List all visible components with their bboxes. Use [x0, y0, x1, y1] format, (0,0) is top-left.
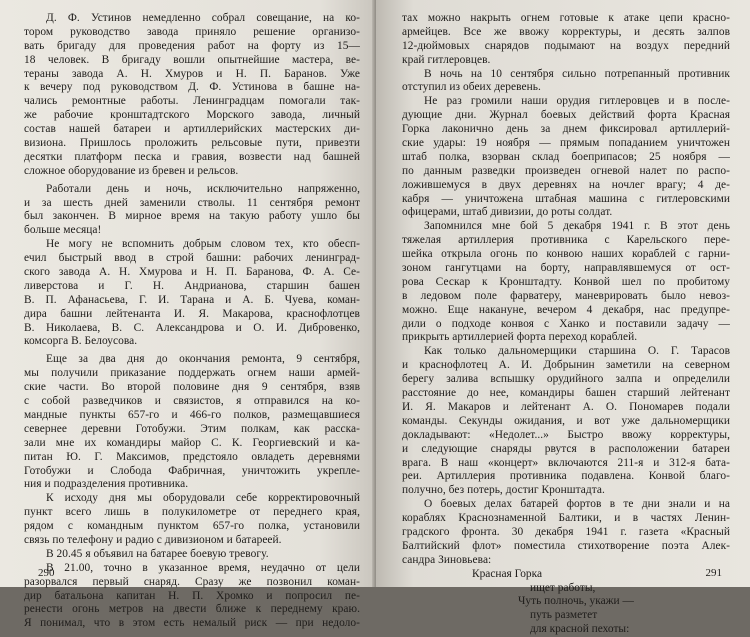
text-line: по данным разведки произведен огневой налет по распо- — [402, 164, 730, 177]
text-line: команды. Секунды ожидания, и вот уже дальномерщики — [402, 414, 730, 427]
text-line: докладывают: «Недолет...» Быстро ввожу корректуры, — [402, 428, 730, 441]
poem-line: путь разметет — [530, 609, 598, 622]
text-line: О боевых делах батарей фортов в те дни знали и на — [424, 498, 730, 511]
poem-line: Чуть полночь, укажи — — [518, 595, 634, 608]
text-line: В. Николаева, В. С. Александрова и О. И. Дибровенко, — [24, 321, 360, 334]
text-line: В. П. Афанасьева, Г. И. Тарана и А. Б. Чуева, коман- — [24, 293, 360, 306]
text-line: Не могу не вспомнить добрым словом тех, кто обесп- — [46, 238, 360, 251]
text-line: ния и подразделения противника. — [24, 478, 189, 491]
text-line: ливерстова и Г. Н. Андрианова, старшин башен — [24, 279, 360, 292]
text-line: ские части. Во второй половине дня 9 сентября, взяв — [24, 381, 360, 394]
text-line: Как только дальномерщики старшина О. Г. Тарасов — [424, 345, 730, 358]
text-line: шейка открыла огонь по конвою наших кораблей с гарни- — [402, 248, 730, 261]
text-line: Не раз громили наши орудия гитлеровцев и в после- — [424, 95, 730, 108]
text-line: 18 человек. В бригаду вошли опытнейшие мастера, ве- — [24, 53, 360, 66]
text-line: Д. Ф. Устинов немедленно собрал совещание, на ко- — [46, 12, 360, 24]
text-line: тераны завода А. Н. Хмуров и Н. П. Баранов. Уже — [24, 67, 360, 80]
text-line: рова Сескар к Кронштадту. Конвой шел по пробитому — [402, 275, 730, 288]
text-line: отступил из обеих деревень. — [402, 81, 541, 94]
text-line: мы получили приказание поддержать огнем наши армей- — [24, 367, 360, 380]
text-line: Я понимал, что в этом есть немалый риск — при недоло- — [24, 617, 360, 630]
text-line: ечил быстрый ввод в строй башни: рабочих ленинград- — [24, 252, 360, 265]
text-line: ложившемуся в двух деревнях на ночлег врагу; 4 де- — [402, 178, 730, 191]
left-page — [0, 0, 376, 630]
text-line: дира башни лейтенанта И. Я. Макарова, краснофлотцев — [24, 307, 360, 320]
text-line: прикрыть артиллерией форта переход кораблей. — [402, 331, 638, 344]
text-line: дир батальона капитан Н. П. Хромко и попросил пе- — [24, 589, 360, 602]
text-line: ренести огонь метров на двести ближе к переднему краю. — [24, 603, 360, 616]
text-line: Запомнился мне бой 5 декабря 1941 г. В этот день — [424, 220, 730, 233]
page-number: 290 — [38, 567, 55, 579]
text-line: севернее деревни Готобужи. Этим полкам, как расска- — [24, 422, 360, 435]
text-line: вать бригаду для проведения работ на форту из 15— — [24, 39, 360, 52]
text-line: кабря — уничтожена штабная машина с гитлеровскими — [402, 192, 730, 205]
text-line: В 21.00, точно в указанное время, неудачно от цели — [46, 561, 360, 574]
text-line: реи. Артиллерия противника подавлена. Конвой благо- — [402, 470, 730, 483]
text-line: Еще за два дня до окончания ремонта, 9 сентября, — [46, 353, 360, 366]
text-line: градского фронта. 30 декабря 1941 г. газета «Красный — [402, 525, 730, 538]
text-line: К исходу дня мы оборудовали себе корректировочный — [46, 492, 360, 505]
text-line: с собой разведчиков и связистов, я отправился на ко- — [24, 395, 360, 408]
text-line: можно. Еще накануне, вечером 4 декабря, нас предупре- — [402, 303, 730, 316]
poem-line: ищет работы, — [530, 581, 596, 594]
text-line: ского завода А. Н. Хмурова и Н. П. Баранова, Ф. А. Се- — [24, 266, 360, 279]
right-page — [376, 0, 750, 636]
text-line: расстояние до нее, командиры башен старший лейтенант — [402, 387, 730, 400]
text-line: визиона. Пришлось проложить рельсовые пути, привезти — [24, 137, 360, 150]
text-line: Работали день и ночь, исключительно напряженно, — [46, 182, 360, 195]
text-line: армейцев. Все же ввожу корректуры, и десять залпов — [402, 25, 730, 38]
text-line: питан Ю. Г. Максимов, предстояло овладеть деревнями — [24, 450, 360, 463]
text-line: И. Я. Макаров и лейтенант А. О. Пономарев подали — [402, 400, 730, 413]
text-line: разорвался первый снаряд. Сразу же позвонил коман- — [24, 575, 360, 588]
text-line: был закончен. В мирное время на такую работу ушло бы — [24, 210, 360, 223]
text-line: сложное оборудование из бревен и рельсов. — [24, 164, 239, 177]
text-line: получно, без потерь, достиг Кронштадта. — [402, 484, 605, 497]
text-line: в ледовом поле фарватеру, маневрировать было невоз- — [402, 289, 730, 302]
page-number: 291 — [705, 567, 722, 579]
text-line: штаб полка, взорван склад боеприпасов; 25 ноября — — [402, 150, 730, 163]
text-line: Готобужи и Слобода Фабричная, уничтожить укрепле- — [24, 464, 360, 477]
text-line: Балтийский флот» поместила стихотворение поэта Алек- — [402, 539, 730, 552]
text-line: и краснофлотец А. И. Добрынин заметили на северном — [402, 359, 730, 372]
text-line: кораблях Краснознаменной Балтики, и в частях Ленин- — [402, 512, 730, 525]
text-line: состав нашей батареи и артиллерийских мастерских ди- — [24, 123, 360, 136]
text-line: связь по телефону и радио с дивизионом и батареей. — [24, 533, 282, 546]
text-line: берегу залива вспышку орудийного залпа и определили — [402, 373, 730, 386]
poem-line: для красной пехоты: — [530, 623, 630, 636]
text-line: чались ремонтные работы. Ленинградцам помогали так- — [24, 95, 360, 108]
text-line: зоном гангутцами на борту, направлявшемуся от ост- — [402, 262, 730, 275]
text-line: дующие дни. Журнал боевых действий форта Красная — [402, 109, 730, 122]
text-line: дили о подходе конвоя с Ханко и поставили задачу — — [402, 317, 730, 330]
text-line: В 20.45 я объявил на батарее боевую тревогу. — [46, 547, 269, 560]
text-line: и за шесть дней заменили стволы. 11 сентября ремонт — [24, 196, 360, 209]
text-line: ские удары: 19 ноября — прямым попаданием уничтожен — [402, 137, 730, 150]
text-line: пункт всего лишь в полукилометре от переднего края, — [24, 506, 360, 519]
text-line: комсорга В. Белоусова. — [24, 335, 138, 348]
text-line: больше месяца! — [24, 224, 102, 237]
text-line: 12-дюймовых снарядов подымают на воздух передний — [402, 39, 730, 52]
text-line: сандра Зиновьева: — [402, 553, 492, 566]
poem-line: Красная Горка — [472, 567, 543, 580]
text-line: тах можно накрыть огнем готовые к атаке цепи красно- — [402, 12, 730, 24]
text-line: зали мне их командиры майор С. К. Георгиевский и ка- — [24, 436, 360, 449]
text-line: десятки платформ песка и гравия, возвести над башней — [24, 150, 360, 163]
text-line: мандные пункты 657-го и 466-го полков, размещавшиеся — [24, 408, 360, 421]
text-line: к вечеру под руководством Д. Ф. Устинова в башне на- — [24, 81, 360, 94]
text-line: офицерами, штаб дивизии, до роты солдат. — [402, 206, 613, 219]
text-line: край гитлеровцев. — [402, 53, 491, 66]
text-line: и следующие снаряды рвутся в расположении батареи — [402, 442, 730, 455]
text-line: Горка лаконично день за днем фиксировал артиллерий- — [402, 123, 730, 136]
text-line: же рабочие кронштадтского Морского завода, личный — [24, 109, 360, 122]
text-line: тяжелая артиллерия противника с Карельского пере- — [402, 234, 730, 247]
text-line: тором руководство завода приняло решение организо- — [24, 25, 360, 38]
text-line: В ночь на 10 сентября сильно потрепанный противник — [424, 67, 730, 80]
text-line: рядом с командным пунктом 657-го полка, установили — [24, 520, 360, 533]
text-line: врага. В наш «концерт» включаются 211-я и 312-я бата- — [402, 456, 730, 469]
